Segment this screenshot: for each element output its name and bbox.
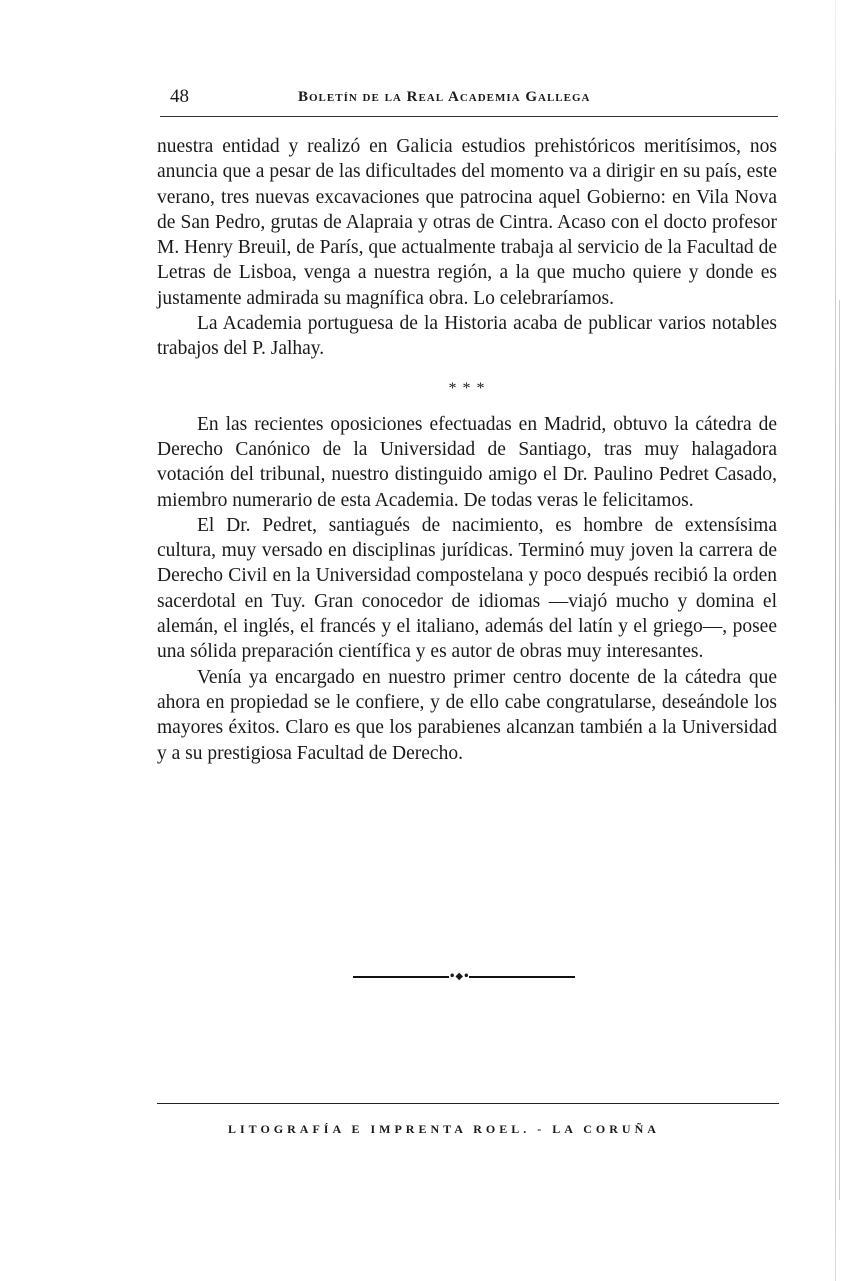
printer-imprint: LITOGRAFÍA E IMPRENTA ROEL. - LA CORUÑA: [228, 1122, 660, 1136]
ornament-center-glyph: •◆•: [449, 971, 470, 982]
footer-rule: [157, 1103, 779, 1104]
ornamental-rule: [353, 970, 575, 984]
scan-edge-artifact: [835, 0, 836, 1281]
header-rule: [160, 116, 778, 117]
scan-edge-artifact: [839, 300, 840, 1200]
ornament-line-right: [469, 976, 575, 978]
ornament-line-left: [353, 976, 449, 978]
page-number: 48: [170, 86, 189, 107]
paragraph: Venía ya encargado en nuestro primer centro docente de la cátedra que ahora en propiedad se le confiere, y de ello cabe congratularse, deseándole los mayores éxitos. Claro es que los parabienes alcanzan también a la Universidad y a su prestigiosa Facultad de Derecho.: [157, 666, 777, 764]
section-separator-asterism: * * *: [448, 379, 486, 397]
paragraph: La Academia portuguesa de la Historia acaba de publicar varios notables trabajos del P. Jalhay.: [157, 313, 777, 360]
paragraph: El Dr. Pedret, santiagués de nacimiento, es hombre de extensísima cultura, muy versado en disciplinas jurídicas. Terminó muy joven la carrera de Derecho Civil en la Universidad compostelana y poco después recibió la orden sacerdotal en Tuy. Gran conocedor de idiomas —viajó mucho y domina el alemán, el inglés, el francés y el italiano, además del latín y el griego—, posee una sólida preparación científica y es autor de obras muy interesantes.: [157, 514, 777, 663]
paragraph: En las recientes oposiciones efectuadas en Madrid, obtuvo la cátedra de Derecho Canónico de la Universidad de Santiago, tras muy halagadora votación del tribunal, nuestro distinguido amigo el Dr. Paulino Pedret Casado, miembro numerario de esta Academia. De todas veras le felicitamos.: [157, 413, 777, 511]
body-text: [157, 134, 777, 766]
running-header: [170, 86, 780, 112]
running-title: Boletín de la Real Academia Gallega: [298, 89, 591, 105]
paragraph-continued: nuestra entidad y realizó en Galicia estudios prehistóricos meritísimos, nos anuncia que a pesar de las dificultades del momento va a dirigir en su país, este verano, tres nuevas excavaciones que patrocina aquel Gobierno: en Vila Nova de San Pedro, grutas de Alapraia y otras de Cintra. Acaso con el docto profesor M. Henry Breuil, de París, que actualmente trabaja al servicio de la Facultad de Letras de Lisboa, venga a nuestra región, a la que mucho quiere y donde es justamente admirada su magnífica obra. Lo celebraríamos.: [157, 136, 777, 309]
